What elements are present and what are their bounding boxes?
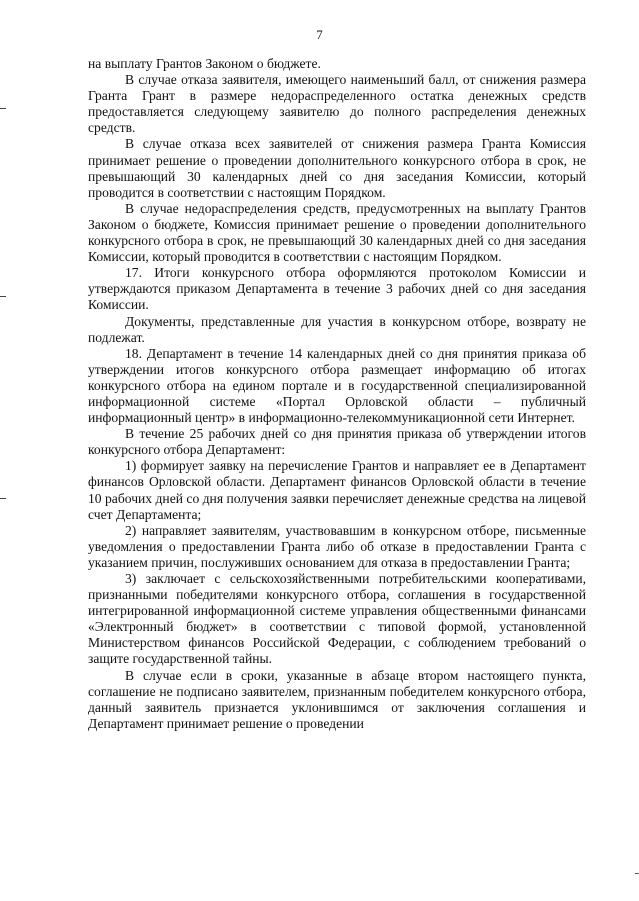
document-body [88, 56, 586, 732]
paragraph: 3) заключает с сельскохозяйственными потребительскими кооперативами, признанными победителями конкурсного отбора, соглашения в государственной интегрированной информационной системе управления общественными финансами «Электронный бюджет» в соответствии с типовой формой, установленной Министерством финансов Российской Федерации, с соблюдением требований о защите государственной тайны. [88, 571, 586, 667]
paragraph: 2) направляет заявителям, участвовавшим в конкурсном отборе, письменные уведомления о предоставлении Гранта либо об отказе в предоставлении Гранта с указанием причин, послуживших основанием для отказа в предоставлении Гранта; [88, 522, 586, 570]
paragraph: В случае если в сроки, указанные в абзаце втором настоящего пункта, соглашение не подписано заявителем, признанным победителем конкурсного отбора, данный заявитель признается уклонившимся от заключения соглашения и Департамент принимает решение о проведении [88, 667, 586, 731]
paragraph: на выплату Грантов Законом о бюджете. [88, 56, 321, 71]
scan-margin-mark [0, 296, 6, 297]
paragraph: Документы, представленные для участия в конкурсном отборе, возврату не подлежат. [88, 313, 586, 345]
paragraph: 18. Департамент в течение 14 календарных дней со дня принятия приказа об утверждении итогов конкурсного отбора размещает информацию об итогах конкурсного отбора на едином портале и в государственной специализированной информационной системе «Портал Орловской области – публичный информационный центр» в информационно-телекоммуникационной сети Интернет. [88, 345, 586, 426]
scan-margin-mark [0, 498, 6, 499]
paragraph: В течение 25 рабочих дней со дня принятия приказа об утверждении итогов конкурсного отбора Департамент: [88, 426, 586, 458]
page-number: 7 [316, 27, 323, 42]
scan-edge-mark [635, 873, 639, 874]
paragraph: В случае отказа заявителя, имеющего наименьший балл, от снижения размера Гранта Грант в размере недораспределенного остатка денежных средств предоставляется следующему заявителю до полного распределения денежных средств. [88, 72, 586, 136]
paragraph: 17. Итоги конкурсного отбора оформляются протоколом Комиссии и утверждаются приказом Департамента в течение 3 рабочих дней со дня заседания Комиссии. [88, 265, 586, 313]
paragraph: 1) формирует заявку на перечисление Грантов и направляет ее в Департамент финансов Орловской области. Департамент финансов Орловской области в течение 10 рабочих дней со дня получения заявки перечисляет денежные средства на лицевой счет Департамента; [88, 458, 586, 522]
paragraph: В случае недораспределения средств, предусмотренных на выплату Грантов Законом о бюджете, Комиссия принимает решение о проведении дополнительного конкурсного отбора в срок, не превышающий 30 календарных дней со дня заседания Комиссии, который проводится в соответствии с настоящим Порядком. [88, 200, 586, 265]
paragraph: В случае отказа всех заявителей от снижения размера Гранта Комиссия принимает решение о проведении дополнительного конкурсного отбора в срок, не превышающий 30 календарных дней со дня заседания Комиссии, который проводится в соответствии с настоящим Порядком. [88, 136, 586, 200]
scan-margin-mark [0, 108, 6, 109]
